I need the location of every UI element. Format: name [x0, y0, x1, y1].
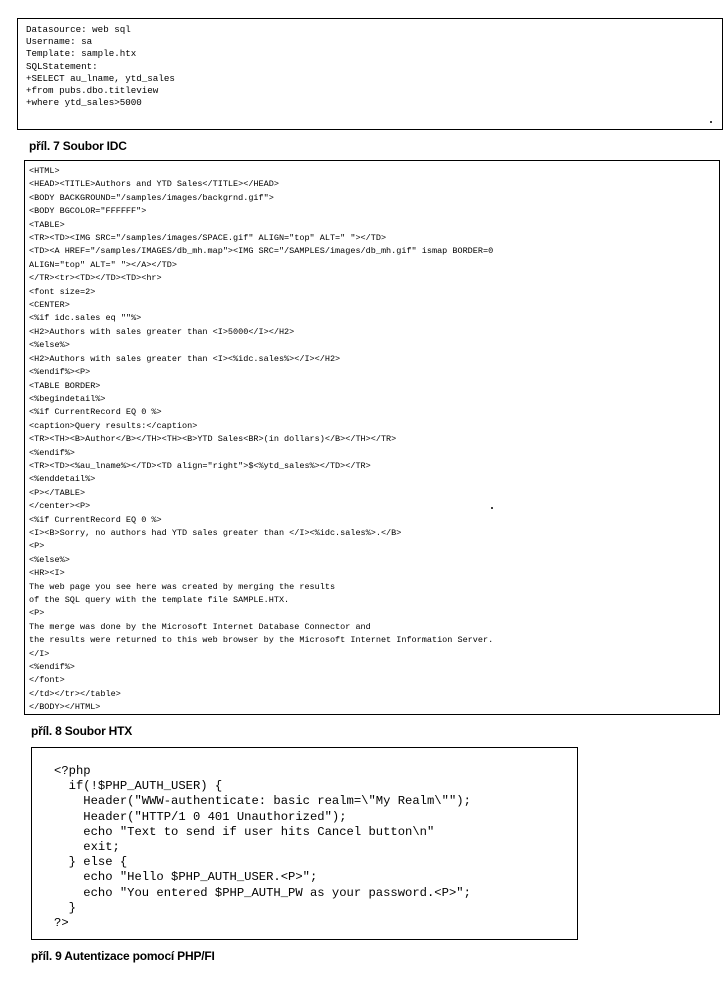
figure-7-caption: příl. 7 Soubor IDC — [29, 139, 127, 153]
scan-speck — [710, 121, 712, 123]
idc-file-listing — [17, 18, 723, 130]
htx-file-listing — [24, 160, 720, 715]
scan-speck — [491, 507, 493, 509]
htx-code: <HTML> <HEAD><TITLE>Authors and YTD Sales</TITLE></HEAD> <BODY BACKGROUND="/samples/images/backgrnd.gif"> <BODY BGCOLOR="FFFFFF"> <TABLE> <TR><TD><IMG SRC="/samples/images/SPACE.gif" ALIGN="top" ALT=" "></TD> <TD><A HREF="/samples/IMAGES/db_mh.map"><IMG SRC="/SAMPLES/images/db_mh.gif" ismap BORDER=0 ALIGN="top" ALT=" "></A></TD> </TR><tr><TD></TD><TD><hr> <font size=2> <CENTER> <%if idc.sales eq ""%> <H2>Authors with sales greater than <I>5000</I></H2> <%else%> <H2>Authors with sales greater than <I><%idc.sales%></I></H2> <%endif%><P> <TABLE BORDER> <%begindetail%> <%if CurrentRecord EQ 0 %> <caption>Query results:</caption> <TR><TH><B>Author</B></TH><TH><B>YTD Sales<BR>(in dollars)</B></TH></TR> <%endif%> <TR><TD><%au_lname%></TD><TD align="right">$<%ytd_sales%></TD></TR> <%enddetail%> <P></TABLE> </center><P> <%if CurrentRecord EQ 0 %> <I><B>Sorry, no authors had YTD sales greater than </I><%idc.sales%>.</B> <P> <%else%> <HR><I> The web page you see here was created by merging the results of the SQL query with the template file SAMPLE.HTX. <P> The merge was done by the Microsoft Internet Database Connector and the results were returned to this web browser by the Microsoft Internet Information Server. </I> <%endif%> </font> </td></tr></table> </BODY></HTML> — [29, 166, 494, 713]
figure-8-caption: příl. 8 Soubor HTX — [31, 724, 133, 738]
figure-9-caption: příl. 9 Autentizace pomocí PHP/FI — [31, 949, 215, 963]
idc-code: Datasource: web sql Username: sa Template: sample.htx SQLStatement: +SELECT au_lname, ytd_sales +from pubs.dbo.titleview +where ytd_sales>5000 — [26, 24, 175, 109]
php-code: <?php if(!$PHP_AUTH_USER) { Header("WWW-authenticate: basic realm=\"My Realm\""); Header("HTTP/1 0 401 Unauthorized"); echo "Text to send if user hits Cancel button\n" exit; } else { echo "Hello $PHP_AUTH_USER.<P>"; echo "You entered $PHP_AUTH_PW as your password.<P>"; } ?> — [54, 764, 471, 931]
php-auth-listing — [31, 747, 578, 940]
